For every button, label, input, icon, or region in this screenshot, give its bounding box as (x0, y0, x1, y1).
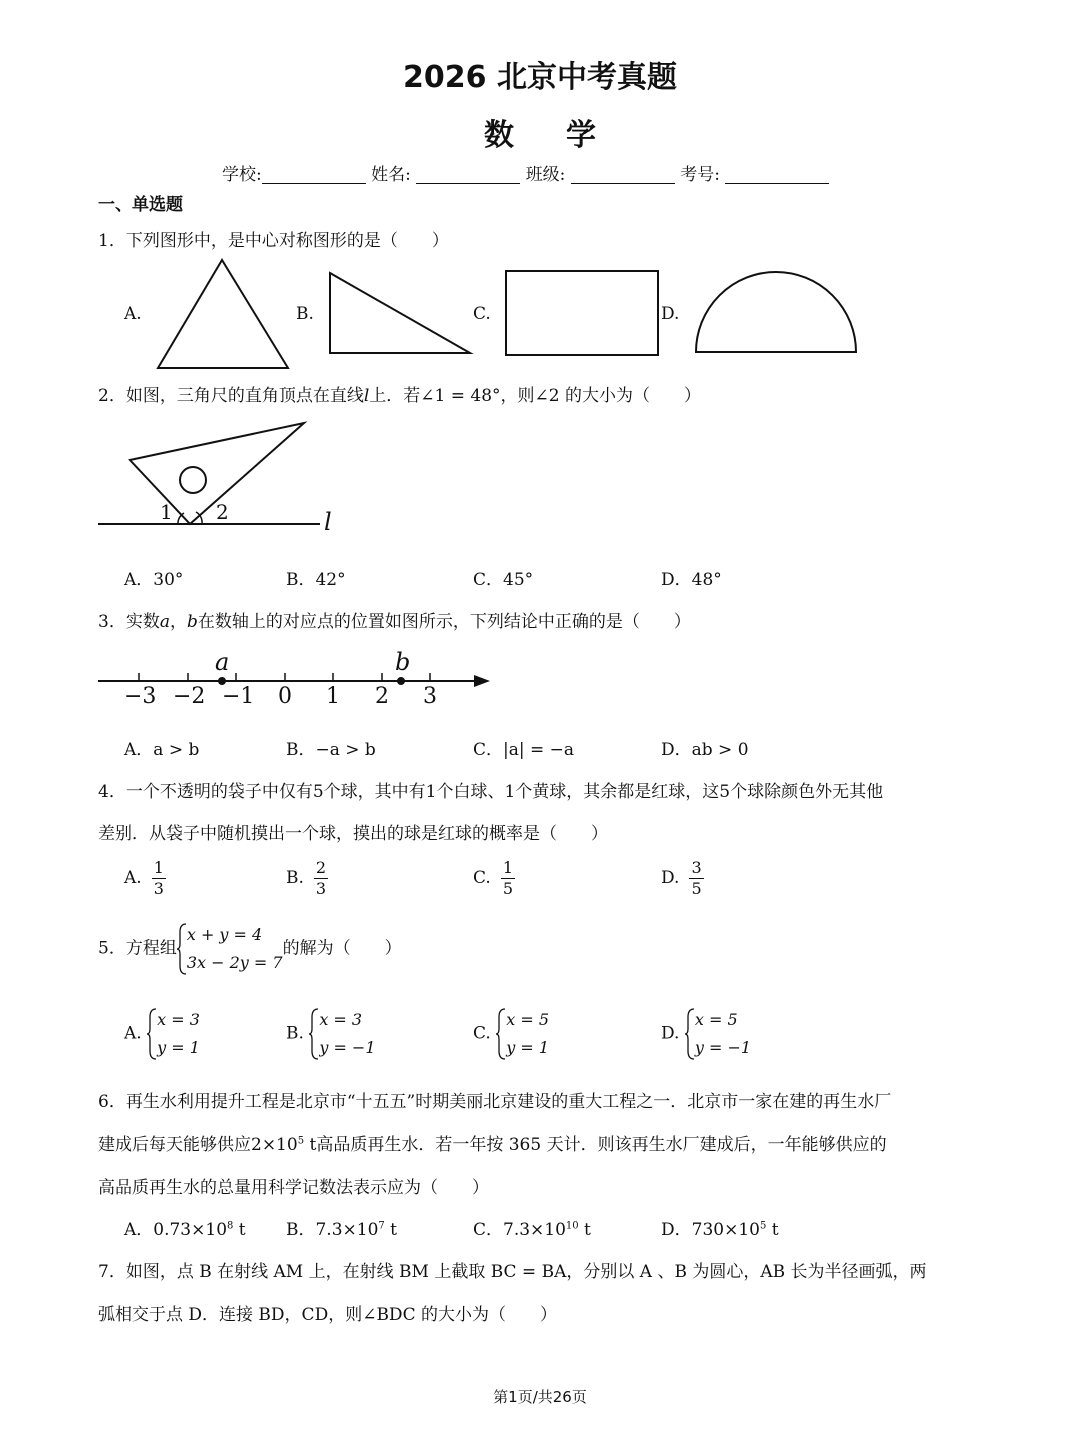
q5-option-b: B. x = 3 y = −1 (286, 1006, 376, 1062)
axis-label: −2 (173, 684, 206, 709)
axis-label: 0 (278, 684, 292, 709)
q1-option-a-label: A. (124, 304, 142, 324)
exam-no-label: 考号: (680, 165, 720, 185)
axis-label: 1 (326, 684, 340, 709)
brace-icon (177, 922, 187, 976)
question-2-stem: 2．如图，三角尺的直角顶点在直线l上．若∠1 = 48°，则∠2 的大小为（ ） (98, 386, 701, 406)
brace-icon (685, 1007, 695, 1061)
q3-option-d: D．ab > 0 (661, 740, 749, 760)
q3-option-b: B．−a > b (286, 740, 376, 760)
brace-icon (496, 1007, 506, 1061)
exam-title: 2026 北京中考真题 (403, 60, 677, 95)
page-number: 第1页/共26页 (493, 1388, 587, 1406)
axis-label: 3 (423, 684, 437, 709)
point-a-label: a (215, 648, 230, 676)
q4-option-c: C. $\frac{1}{5}$ (473, 858, 513, 898)
class-label: 班级: (525, 165, 566, 185)
question-7-stem-line-1: 7．如图，点 B 在射线 AM 上，在射线 BM 上截取 BC = BA，分别以 A 、B 为圆心，AB 长为半径画弧，两 (98, 1262, 927, 1282)
question-6-stem-line-1: 6．再生水利用提升工程是北京市“十五五”时期美丽北京建设的重大工程之一．北京市一家在建的再生水厂 (98, 1092, 892, 1112)
point-b-dot (397, 677, 405, 685)
question-1-stem: 1．下列图形中，是中心对称图形的是（ ） (98, 231, 449, 251)
question-6-stem-line-3: 高品质再生水的总量用科学记数法表示应为（ ） (98, 1178, 489, 1198)
q4-option-a: A. $\frac{1}{3}$ (124, 858, 164, 898)
brace-icon (147, 1007, 157, 1061)
q3-option-c: C．|a| = −a (473, 740, 575, 760)
q6-option-d: D．$730\times 10^5$ t (661, 1220, 779, 1240)
point-b-label: b (395, 648, 411, 676)
axis-arrow-icon (474, 675, 490, 687)
q2-option-a: A．30° (124, 570, 184, 590)
question-6-stem-line-2: 建成后每天能够供应$2\times 10^5$ t高品质再生水．若一年按 365 天计．则该再生水厂建成后，一年能够供应的 (98, 1135, 887, 1155)
name-label: 姓名: (371, 165, 411, 185)
q6-option-c: C．$7.3\times 10^{10}$ t (473, 1220, 591, 1240)
question-4-stem-line-1: 4．一个不透明的袋子中仅有5个球，其中有1个白球、1个黄球，其余都是红球，这5个球除颜色外无其他 (98, 782, 884, 802)
q1-option-c-label: C. (473, 304, 491, 324)
q3-option-a: A．a > b (124, 740, 200, 760)
q1-option-d-label: D. (661, 304, 680, 324)
axis-label: 2 (375, 684, 389, 709)
q2-option-c: C．45° (473, 570, 534, 590)
brace-icon (309, 1007, 319, 1061)
question-5-stem: 5．方程组 x + y = 4 3x − 2y = 7 的解为（ ） (98, 921, 402, 977)
question-7-stem-line-2: 弧相交于点 D．连接 BD，CD，则∠BDC 的大小为（ ） (98, 1305, 557, 1325)
school-label: 学校: (222, 165, 262, 185)
q5-option-d: D. x = 5 y = −1 (661, 1006, 751, 1062)
angle-2-label: 2 (216, 500, 229, 524)
q3-number-line (0, 0, 1080, 720)
q2-option-d: D．48° (661, 570, 722, 590)
axis-label: −1 (222, 684, 255, 709)
q2-option-b: B．42° (286, 570, 346, 590)
q4-option-b: B. $\frac{2}{3}$ (286, 858, 327, 898)
question-3-stem: 3．实数a，b在数轴上的对应点的位置如图所示，下列结论中正确的是（ ） (98, 612, 691, 632)
question-4-stem-line-2: 差别．从袋子中随机摸出一个球，摸出的球是红球的概率是（ ） (98, 824, 608, 844)
angle-1-label: 1 (160, 500, 173, 524)
q4-option-d: D. $\frac{3}{5}$ (661, 858, 702, 898)
axis-label: −3 (124, 684, 157, 709)
q5-option-c: C. x = 5 y = 1 (473, 1006, 549, 1062)
q5-option-a: A. x = 3 y = 1 (124, 1006, 200, 1062)
subject-title: 数学 (484, 118, 648, 153)
section-heading: 一、单选题 (98, 195, 183, 215)
line-l-label: l (324, 508, 332, 536)
q6-option-a: A．$0.73\times 10^8$ t (124, 1220, 246, 1240)
q6-option-b: B．$7.3\times 10^7$ t (286, 1220, 398, 1240)
q1-option-b-label: B. (296, 304, 314, 324)
